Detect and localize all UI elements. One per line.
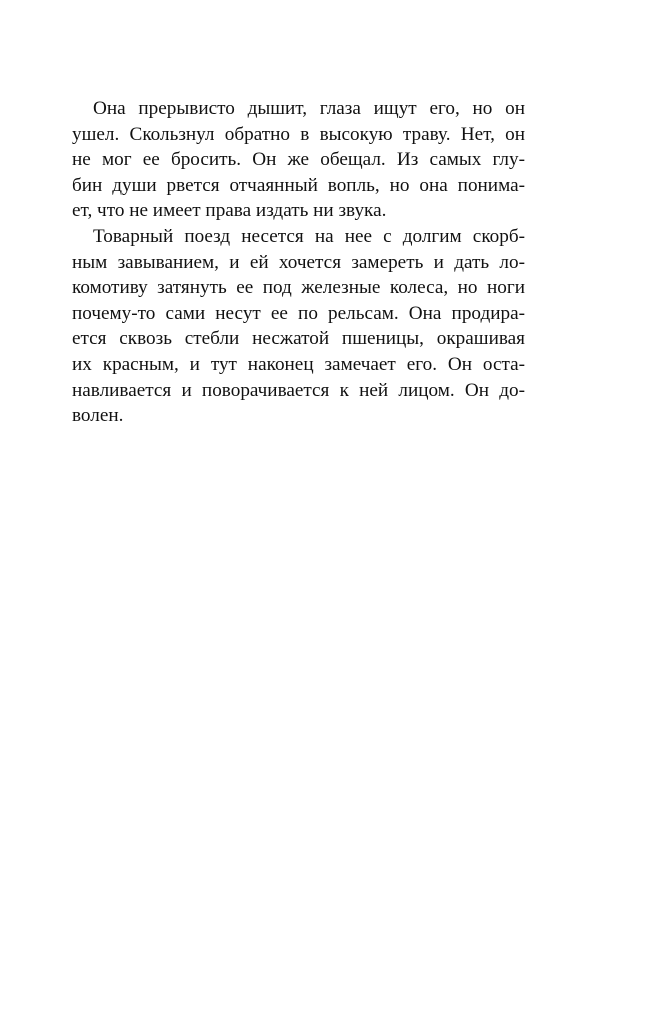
paragraph-line: почему-то сами несут ее по рельсам. Она продира- [72, 302, 525, 324]
body-text [72, 96, 525, 429]
paragraph-line: ушел. Скользнул обратно в высокую траву. Нет, он [72, 123, 525, 145]
paragraph-line: не мог ее бросить. Он же обещал. Из самых глу- [72, 149, 525, 171]
paragraph-1 [72, 96, 525, 224]
paragraph-line: ется сквозь стебли несжатой пшеницы, окрашивая [72, 328, 525, 350]
paragraph-line: ным завыванием, и ей хочется замереть и дать ло- [72, 251, 525, 273]
paragraph-line: Она прерывисто дышит, глаза ищут его, но он [93, 98, 525, 119]
paragraph-line: Товарный поезд несется на нее с долгим скорб- [93, 225, 525, 247]
paragraph-line: волен. [72, 405, 124, 427]
paragraph-line: бин души рвется отчаянный вопль, но она понима- [72, 174, 525, 196]
paragraph-line: навливается и поворачивается к ней лицом. Он до- [72, 379, 525, 401]
paragraph-line: их красным, и тут наконец замечает его. Он оста- [72, 353, 525, 375]
paragraph-line: ет, что не имеет права издать ни звука. [72, 200, 387, 222]
paragraph-2 [72, 224, 525, 429]
paragraph-line: комотиву затянуть ее под железные колеса, но ноги [72, 277, 525, 299]
